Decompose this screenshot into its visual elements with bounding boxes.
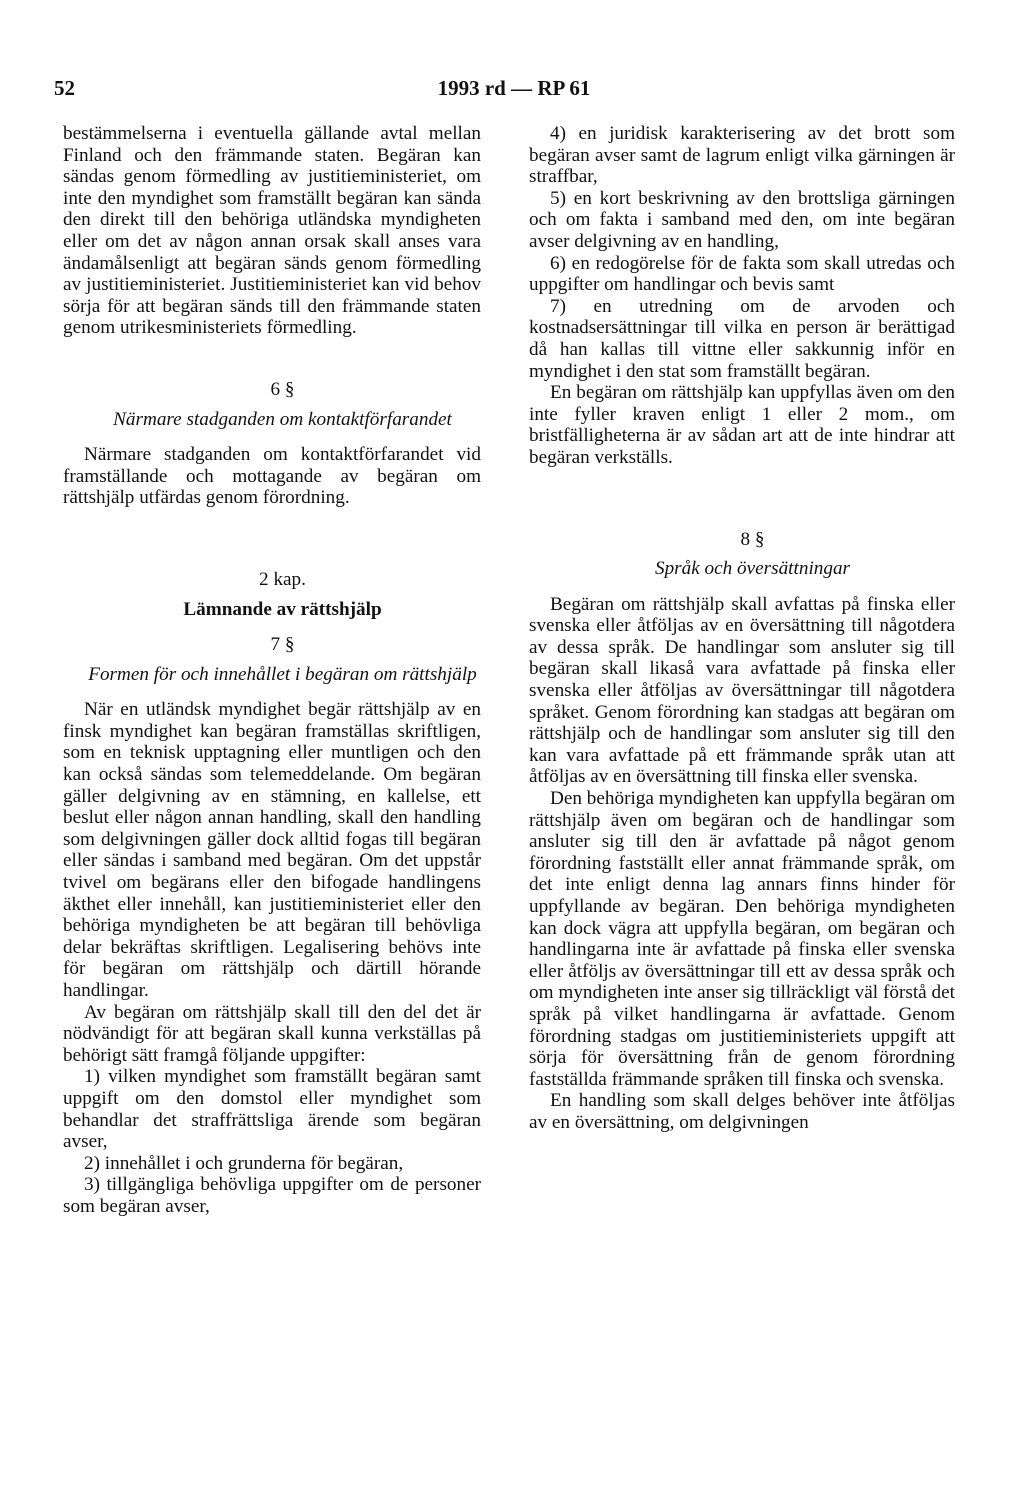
section-7-paragraph-1: När en utländsk myndighet begär rättshjälp av en finsk myndighet kan begäran framställas skriftligen, som en teknisk upptagning eller muntligen och den kan också sändas som telemeddelande. Om begäran gäller delgivning av en stämning, en kallelse, ett beslut eller någon annan handling, skall den handling som delgivningen gäller dock alltid fogas till begäran eller sändas i samband med begäran. Om det uppstår tvivel om begärans eller den bifogade handlingens äkthet eller innehåll, kan justitieministeriet eller den behöriga myndigheten be att begäran till behövliga delar bekräftas skriftligen. Legalisering behövs inte för begäran om rättshjälp och därtill hörande handlingar.	[63, 699, 481, 1001]
section-7-paragraph-2: Av begäran om rättshjälp skall till den del det är nödvändigt för att begäran skall kunna verkställas på behörigt sätt framgå följande uppgifter:	[63, 1001, 481, 1066]
section-8-paragraph-3: En handling som skall delges behöver inte åtföljas av en översättning, om delgivningen	[529, 1090, 955, 1133]
list-item-4: 4) en juridisk karakterisering av det brott som begäran avser samt de lagrum enligt vilka gärningen är straffbar,	[529, 123, 955, 188]
list-item-6: 6) en redogörelse för de fakta som skall utredas och uppgifter om handlingar och bevis samt	[529, 252, 955, 296]
section-8-number: 8 §	[740, 528, 765, 550]
page-number: 52	[54, 76, 75, 100]
left-column	[63, 123, 481, 1218]
section-8-title: Språk och översättningar	[654, 558, 851, 580]
chapter-number: 2 kap.	[259, 568, 306, 590]
list-item-1: 1) vilken myndighet som framställt begäran samt uppgift om den domstol eller myndighet som behandlar det straffrättsliga ärende som begäran avser,	[63, 1066, 481, 1153]
section-7-number: 7 §	[270, 634, 295, 656]
paragraph-after-items: En begäran om rättshjälp kan uppfyllas även om den inte fyller kraven enligt 1 eller 2 mom., om bristfälligheterna är av sådan art att de inte hindrar att begäran verkställs.	[529, 382, 955, 468]
list-item-5: 5) en kort beskrivning av den brottsliga gärningen och om fakta i samband med den, om inte begäran avser delgivning av en handling,	[529, 187, 955, 252]
section-8-paragraph-2: Den behöriga myndigheten kan uppfylla begäran om rättshjälp även om begäran och de handlingar som ansluter sig till den är avfattade på något genom förordning fastställt eller annat främmande språk, om det inte enligt denna lag annars finns hinder för uppfyllande av begäran. Den behöriga myndigheten kan dock vägra att uppfylla begäran, om begäran och handlingarna inte är avfattade på finska eller svenska eller åtföljs av översättningar till ett av dessa språk och om myndigheten inte anser sig tillräckligt väl förstå det språk på vilket handlingarna är avfattade. Genom förordning stadgas om justitieministeriets uppgift att sörja för översättning från de genom förordning fastställda främmande språken till finska och svenska.	[529, 788, 955, 1090]
page-header	[54, 76, 974, 106]
section-7-title: Formen för och innehållet i begäran om rättshjälp	[88, 663, 477, 685]
chapter-title: Lämnande av rättshjälp	[183, 598, 382, 620]
section-8-paragraph-1: Begäran om rättshjälp skall avfattas på finska eller svenska eller åtföljas av en översättning till någotdera av dessa språk. De handlingar som ansluter sig till begäran skall likaså vara avfattade på finska eller svenska eller åtföljas av översättningar till någotdera språket. Genom förordning kan stadgas att begäran om rättshjälp och de handlingar som ansluter sig till den kan vara avfattade på ett främmande språk utan att åtföljas av en översättning till finska eller svenska.	[529, 593, 955, 788]
list-item-7: 7) en utredning om de arvoden och kostnadsersättningar till vilka en person är berättigad då han kallas till vittne eller sakkunnig inför en myndighet i den stat som framställt begäran.	[529, 295, 955, 382]
list-item-2: 2) innehållet i och grunderna för begäran,	[84, 1152, 404, 1174]
section-6-title: Närmare stadganden om kontaktförfarandet	[113, 408, 452, 430]
list-item-3: 3) tillgängliga behövliga uppgifter om de personer som begäran avser,	[63, 1174, 481, 1217]
section-6-number: 6 §	[270, 378, 295, 400]
running-head: 1993 rd — RP 61	[437, 76, 591, 100]
section-6-text: Närmare stadganden om kontaktförfarandet vid framställande och mottagande av begäran om rättshjälp utfärdas genom förordning.	[63, 444, 481, 509]
paragraph-intro: bestämmelserna i eventuella gällande avtal mellan Finland och den främmande staten. Begäran kan sändas genom förmedling av justitieministeriet, om inte den myndighet som framställt begäran kan sända den direkt till den behöriga utländska myndigheten eller om det av någon annan orsak skall anses vara ändamålsenligt att begäran sänds genom förmedling av justitieministeriet. Justitieministeriet kan vid behov sörja för att begäran sänds till den främmande staten genom utrikesministeriets förmedling.	[63, 123, 481, 339]
right-column	[529, 123, 955, 1134]
